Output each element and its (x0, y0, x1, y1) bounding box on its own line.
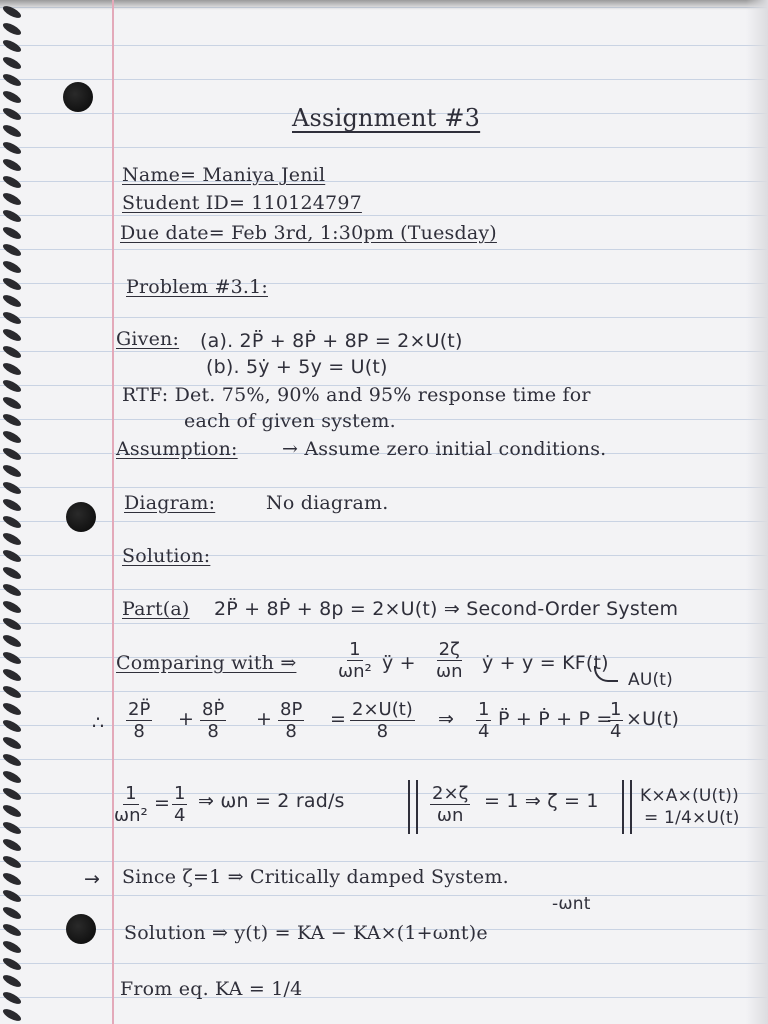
given-label: Given: (116, 328, 180, 350)
fraction-denominator: ωn (436, 661, 463, 682)
fraction-numerator: 2×ζ (432, 783, 469, 804)
spiral-coil (1, 395, 22, 411)
fraction-denominator: ωn² (114, 805, 148, 826)
spiral-coil (1, 412, 22, 428)
spiral-coil (1, 1007, 22, 1023)
spiral-coil (1, 633, 22, 649)
equals-sign: = (154, 792, 171, 814)
rtf-line-1: RTF: Det. 75%, 90% and 95% response time for (122, 384, 591, 406)
fraction-denominator: ωn (436, 805, 464, 826)
fraction-numerator: 1 (610, 699, 622, 720)
spiral-coil (1, 871, 22, 887)
divided-equation-tail: ×U(t) (626, 708, 680, 730)
separator-double-bar (408, 780, 418, 834)
spiral-coil (1, 55, 22, 71)
spiral-coil (1, 854, 22, 870)
name-line: Name= Maniya Jenil (122, 164, 326, 186)
spiral-coil (1, 752, 22, 768)
margin-line (112, 0, 114, 1024)
spiral-coil (1, 429, 22, 445)
spiral-coil (1, 310, 22, 326)
fraction-denominator: ωn² (338, 661, 372, 682)
spiral-coil (1, 888, 22, 904)
problem-heading: Problem #3.1: (126, 276, 268, 298)
given-eq-b: (b). 5ẏ + 5y = U(t) (206, 356, 388, 378)
ka-line-1: K×A×(U(t)) (640, 786, 739, 806)
fraction-1-over-4 (608, 700, 623, 743)
spiral-coil (1, 939, 22, 955)
fraction-1-over-wn2 (338, 640, 372, 683)
fraction-denominator: 8 (133, 721, 145, 742)
spiral-coil (1, 667, 22, 683)
spiral-coil (1, 225, 22, 241)
equals-sign: = (330, 708, 347, 730)
spiral-coil (1, 514, 22, 530)
fraction-1-over-4 (476, 700, 491, 743)
plus-sign: + (256, 708, 273, 730)
spiral-coil (1, 463, 22, 479)
since-arrow-icon: → (84, 868, 101, 890)
natural-frequency-result: ⇒ ωn = 2 rad/s (198, 790, 345, 812)
spiral-coil (1, 922, 22, 938)
page-top-shadow (0, 0, 768, 10)
page-right-edge (746, 0, 768, 1024)
fraction-denominator: 8 (207, 721, 219, 742)
diagram-label: Diagram: (124, 492, 216, 514)
spiral-coil (1, 106, 22, 122)
spiral-coil (1, 378, 22, 394)
comparing-mid-term: ÿ + (382, 652, 416, 674)
fraction-2zeta-over-wn (430, 784, 470, 827)
since-statement: Since ζ=1 ⇒ Critically damped System. (122, 866, 509, 888)
spiral-coil (1, 548, 22, 564)
spiral-coil (1, 157, 22, 173)
spiral-coil (1, 565, 22, 581)
spiral-coil (1, 174, 22, 190)
fraction-numerator: 2P̈ (128, 699, 151, 720)
ka-line-2: = 1/4×U(t) (644, 808, 740, 828)
therefore-symbol: ∴ (92, 712, 105, 734)
spiral-coil (1, 718, 22, 734)
comparing-tail: ẏ + y = KF(t) (482, 652, 609, 674)
spiral-coil (1, 837, 22, 853)
fraction-2p-over-8 (126, 700, 152, 743)
fraction-denominator: 4 (174, 805, 186, 826)
spiral-coil (1, 684, 22, 700)
fraction-denominator: 8 (376, 721, 389, 742)
spiral-coil (1, 480, 22, 496)
spiral-binding (0, 0, 28, 1024)
fraction-numerator: 8P (280, 699, 303, 720)
spiral-coil (1, 735, 22, 751)
fraction-numerator: 1 (478, 699, 490, 720)
spiral-coil (1, 990, 22, 1006)
spiral-coil (1, 242, 22, 258)
from-equation: From eq. KA = 1/4 (120, 978, 303, 1000)
spiral-coil (1, 89, 22, 105)
divided-equation-mid: P̈ + Ṗ + P = (498, 708, 613, 730)
spiral-coil (1, 650, 22, 666)
spiral-coil (1, 293, 22, 309)
fraction-1-over-wn2 (114, 784, 148, 827)
rtf-line-2: each of given system. (184, 410, 396, 432)
part-a-equation: 2P̈ + 8Ṗ + 8p = 2×U(t) ⇒ Second-Order System (214, 598, 679, 620)
spiral-coil (1, 582, 22, 598)
spiral-coil (1, 973, 22, 989)
page-title: Assignment #3 (292, 104, 481, 132)
fraction-8pdot-over-8 (200, 700, 226, 743)
spiral-coil (1, 327, 22, 343)
student-id-line: Student ID= 110124797 (122, 192, 362, 214)
spiral-coil (1, 701, 22, 717)
assumption-label: Assumption: (116, 438, 238, 460)
spiral-coil (1, 72, 22, 88)
fraction-numerator: 1 (125, 783, 137, 804)
solution-label: Solution: (122, 545, 211, 567)
spiral-coil (1, 4, 22, 20)
spiral-coil (1, 38, 22, 54)
part-a-label: Part(a) (122, 598, 190, 620)
separator-double-bar (622, 780, 632, 834)
fraction-numerator: 1 (174, 783, 186, 804)
fraction-denominator: 4 (478, 721, 490, 742)
punch-hole (66, 914, 96, 944)
fraction-2zeta-over-wn (436, 640, 462, 683)
spiral-coil (1, 259, 22, 275)
punch-hole (63, 82, 93, 112)
spiral-coil (1, 769, 22, 785)
fraction-1-over-4 (172, 784, 187, 827)
spiral-coil (1, 786, 22, 802)
exponent-term: -ωnt (552, 894, 591, 914)
spiral-coil (1, 276, 22, 292)
spiral-coil (1, 361, 22, 377)
spiral-coil (1, 905, 22, 921)
implies-arrow: ⇒ (438, 708, 455, 730)
spiral-coil (1, 446, 22, 462)
fraction-denominator: 8 (285, 721, 297, 742)
plus-sign: + (178, 708, 195, 730)
spiral-coil (1, 191, 22, 207)
fraction-denominator: 4 (610, 721, 622, 742)
comparing-label: Comparing with ⇒ (116, 652, 297, 674)
spiral-coil (1, 208, 22, 224)
spiral-coil (1, 956, 22, 972)
spiral-coil (1, 21, 22, 37)
punch-hole (66, 502, 96, 532)
due-date-line: Due date= Feb 3rd, 1:30pm (Tuesday) (120, 222, 497, 244)
fraction-8p-over-8 (278, 700, 304, 743)
curved-arrow-icon (594, 666, 618, 682)
spiral-coil (1, 599, 22, 615)
fraction-2u-over-8 (350, 700, 415, 743)
spiral-coil (1, 820, 22, 836)
fraction-numerator: 2×U(t) (352, 699, 413, 720)
spiral-coil (1, 344, 22, 360)
assumption-text: → Assume zero initial conditions. (282, 438, 607, 460)
fraction-numerator: 8Ṗ (202, 699, 225, 720)
comparing-annotation: AU(t) (628, 670, 674, 690)
given-eq-a: (a). 2P̈ + 8Ṗ + 8P = 2×U(t) (200, 330, 463, 352)
fraction-numerator: 1 (349, 639, 361, 660)
spiral-coil (1, 616, 22, 632)
damping-ratio-result: = 1 ⇒ ζ = 1 (484, 790, 599, 812)
spiral-coil (1, 140, 22, 156)
spiral-coil (1, 123, 22, 139)
spiral-coil (1, 803, 22, 819)
fraction-numerator: 2ζ (438, 639, 460, 660)
solution-equation: Solution ⇒ y(t) = KA − KA×(1+ωnt)e (124, 922, 488, 944)
diagram-text: No diagram. (266, 492, 389, 514)
spiral-coil (1, 531, 22, 547)
spiral-coil (1, 497, 22, 513)
